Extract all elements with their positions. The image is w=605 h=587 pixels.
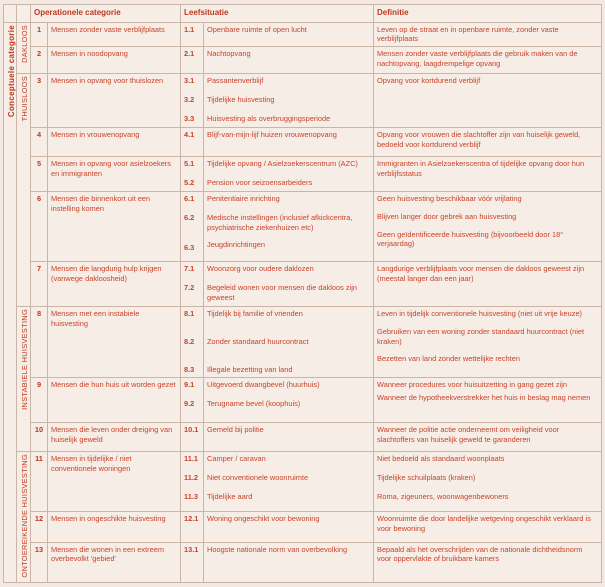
definition: Opvang voor vrouwen die slachtoffer zijn van huiselijk geweld, bedoeld voor kortdurend verblijf: [374, 128, 602, 157]
operational-category: Mensen zonder vaste verblijfplaats: [48, 22, 181, 47]
table-row: [4, 307, 602, 378]
table-row: [4, 423, 602, 452]
living-situation: Terugname bevel (koophuis): [207, 398, 301, 408]
living-code: 5.2: [184, 177, 195, 187]
living-situation: Camper / caravan: [207, 454, 266, 464]
definition: Bezetten van land zonder wettelijke rechten: [377, 354, 520, 364]
living-code: 8.1: [184, 309, 195, 319]
row-number: 3: [31, 74, 48, 128]
living-code: 12.1: [184, 514, 199, 524]
operational-category: Mensen die langdurig hulp krijgen (vanwege dakloosheid): [48, 262, 181, 307]
living-situation: Medische instellingen (inclusief afkickcentra, psychiatrische ziekenhuizen etc): [207, 212, 353, 232]
operational-category: Mensen met een instabiele huisvesting: [48, 307, 181, 378]
definition: Tijdelijke schuilplaats (kraken): [377, 472, 476, 482]
living-situation: Huisvesting als overbruggingsperiode: [207, 113, 331, 123]
table-row: [4, 74, 602, 128]
living-code: 6.1: [184, 194, 195, 204]
living-situation: Illegale bezetting van land: [207, 364, 293, 374]
living-situation: Penitentiaire inrichting: [207, 194, 280, 204]
living-code: 9.2: [184, 398, 195, 408]
living-code: 11.2: [184, 472, 198, 482]
living-situation: Pension voor seizoensarbeiders: [207, 177, 313, 187]
row-number: 1: [31, 22, 48, 47]
living-code: 3.2: [184, 94, 195, 104]
living-situation: Nachtopvang: [207, 49, 251, 59]
definition: Roma, zigeuners, woonwagenbewoners: [377, 491, 509, 501]
living-situation: Blijf-van-mijn-lijf huizen vrouwenopvang: [207, 130, 337, 140]
operational-category: Mensen die wonen in een extreem overbevolkt 'gebied': [48, 542, 181, 583]
definition: Immigranten in Asielzoekerscentra of tijdelijke opvang door hun verblijfsstatus: [374, 157, 602, 192]
operational-category: Mensen in opvang voor asielzoekers en immigranten: [48, 157, 181, 192]
living-code: 1.1: [184, 24, 195, 34]
table-row: [4, 128, 602, 157]
living-code: 8.2: [184, 336, 195, 346]
definition: Gebruiken van een woning zonder standaard huurcontract (niet kraken): [377, 326, 585, 346]
living-situation: Woonzorg voor oudere daklozen: [207, 264, 314, 274]
definition: Leven op de straat en in openbare ruimte, zonder vaste verblijfplaats: [374, 22, 602, 47]
table-row: [4, 378, 602, 423]
living-code: 6.2: [184, 212, 195, 222]
definition: Wanneer de politie actie onderneemt om veiligheid voor slachtoffers van huiselijk geweld te garanderen: [374, 423, 602, 452]
row-number: 6: [31, 192, 48, 262]
living-situation: Zonder standaard huurcontract: [207, 336, 309, 346]
definition: Geen geïdentificeerde huisvesting (bijvoorbeeld door 18° verjaardag): [377, 229, 564, 249]
living-situation: Passantenverblijf: [207, 76, 264, 86]
definition: Niet bedoeld als standaard woonplaats: [377, 454, 505, 464]
row-number: 4: [31, 128, 48, 157]
living-code: 3.3: [184, 113, 195, 123]
group-label-instabiel: INSTABIELE HUISVESTING: [17, 307, 31, 452]
table-row: [4, 542, 602, 583]
definition: Wanneer de hypotheekverstrekker het huis in beslag mag nemen: [377, 392, 591, 402]
operational-category: Mensen in ongeschikte huisvesting: [48, 512, 181, 542]
living-code: 11.3: [184, 491, 198, 501]
table-row: [4, 512, 602, 542]
operational-category: Mensen in opvang voor thuislozen: [48, 74, 181, 128]
row-number: 13: [31, 542, 48, 583]
header-living: Leefsituatie: [181, 5, 374, 23]
living-situation: Woning ongeschikt voor bewoning: [207, 514, 320, 524]
row-number: 7: [31, 262, 48, 307]
header-operational: Operationele categorie: [31, 5, 181, 23]
definition: Mensen zonder vaste verblijfplaats die gebruik maken van de nachtopvang, laagdrempelige opvang: [374, 47, 602, 74]
definition: Wanneer procedures voor huisuitzetting in gang gezet zijn: [377, 380, 567, 390]
definition: Bepaald als het overschrijden van de nationale dichtheidsnorm voor oppervlakte of bruikbare kamers: [374, 542, 602, 583]
definition: Geen huisvesting beschikbaar vóór vrijlating: [377, 194, 522, 204]
operational-category: Mensen in vrouwenopvang: [48, 128, 181, 157]
group-label-ontoereikend: ONTOEREIKENDE HUISVESTING: [17, 452, 31, 583]
living-situation: Openbare ruimte of open lucht: [207, 24, 307, 34]
group-label-thuisloos: THUISLOOS: [17, 74, 31, 307]
operational-category: Mensen die leven onder dreiging van huiselijk geweld: [48, 423, 181, 452]
row-number: 5: [31, 157, 48, 192]
operational-category: Mensen in tijdelijke / niet conventionele woningen: [48, 452, 181, 512]
operational-category: Mensen die binnenkort uit een instelling komen: [48, 192, 181, 262]
table-row: [4, 452, 602, 512]
living-code: 7.1: [184, 264, 195, 274]
living-code: 7.2: [184, 282, 195, 292]
table-row: [4, 47, 602, 74]
living-situation: Tijdelijke opvang / Asielzoekerscentrum (AZC): [207, 159, 358, 169]
living-situation: Begeleid wonen voor mensen die dakloos zijn geweest: [207, 282, 357, 302]
living-code: 3.1: [184, 76, 195, 86]
operational-category: Mensen in noodopvang: [48, 47, 181, 74]
definition: Langdurige verblijfplaats voor mensen die dakloos geweest zijn (meestal langer dan een jaar): [374, 262, 602, 307]
living-situation: Gemeld bij politie: [207, 425, 264, 435]
row-number: 2: [31, 47, 48, 74]
row-number: 8: [31, 307, 48, 378]
living-code: 4.1: [184, 130, 195, 140]
definition: Blijven langer door gebrek aan huisvesting: [377, 211, 517, 221]
living-code: 8.3: [184, 364, 195, 374]
living-code: 10.1: [184, 425, 199, 435]
living-code: 13.1: [184, 544, 199, 554]
living-code: 11.1: [184, 454, 198, 464]
table-row: [4, 262, 602, 307]
table-row: [4, 192, 602, 262]
living-code: 2.1: [184, 49, 195, 59]
living-situation: Tijdelijke aard: [207, 491, 253, 501]
definition: Opvang voor kortdurend verblijf: [374, 74, 602, 128]
operational-category: Mensen die hun huis uit worden gezet: [48, 378, 181, 423]
conceptual-category-label: Conceptuele categorie: [4, 22, 17, 583]
living-situation: Tijdelijke huisvesting: [207, 94, 275, 104]
table-row: [4, 157, 602, 192]
living-situation: Niet conventionele woonruimte: [207, 472, 309, 482]
table-row: [4, 22, 602, 47]
row-number: 9: [31, 378, 48, 423]
definition: Woonruimte die door landelijke wetgeving ongeschikt verklaard is voor bewoning: [374, 512, 602, 542]
living-situation: Tijdelijk bij familie of vrienden: [207, 309, 303, 319]
group-label-dakloos: DAKLOOS: [17, 22, 31, 74]
living-situation: Jeugdinrichtingen: [207, 240, 265, 250]
living-code: 5.1: [184, 159, 195, 169]
living-situation: Hoogste nationale norm van overbevolking: [207, 544, 348, 554]
row-number: 11: [31, 452, 48, 512]
row-number: 12: [31, 512, 48, 542]
header-row: [4, 5, 602, 23]
living-code: 9.1: [184, 380, 195, 390]
living-situation: Uitgevoerd dwangbevel (huurhuis): [207, 380, 320, 390]
definition: Leven in tijdelijk conventionele huisvesting (niet uit vrije keuze): [377, 309, 583, 319]
row-number: 10: [31, 423, 48, 452]
ethos-typology-table: [3, 4, 602, 583]
header-definition: Definitie: [374, 5, 602, 23]
living-code: 6.3: [184, 242, 195, 252]
